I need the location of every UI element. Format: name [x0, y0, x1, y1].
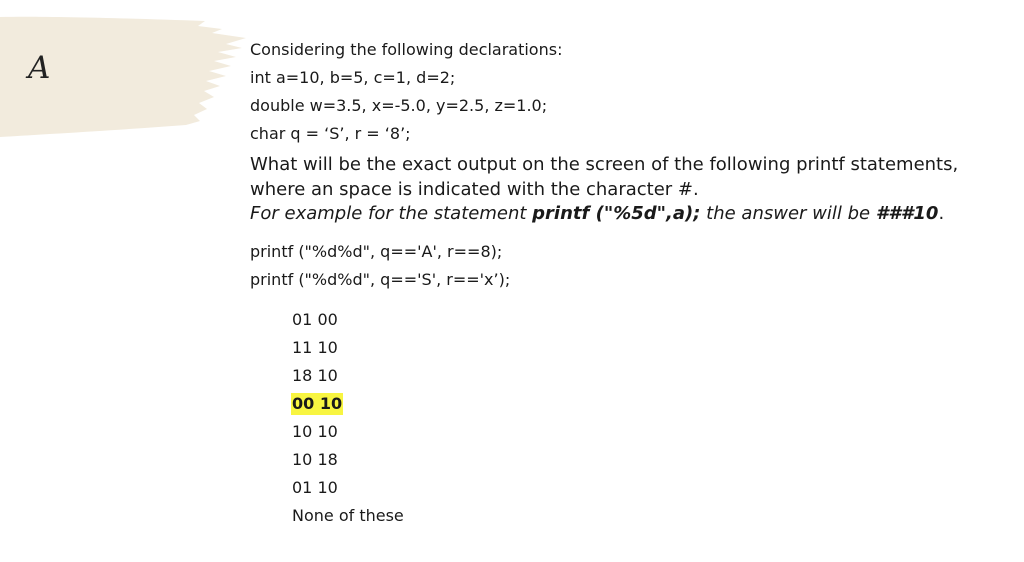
answer-option-4[interactable]: 00 10	[292, 393, 343, 413]
example-answer: ###10	[875, 203, 939, 224]
question-example: For example for the statement printf ("%5d",a); the answer will be ###10.	[250, 203, 945, 224]
example-code: printf ("%5d",a);	[532, 203, 701, 224]
declaration-int: int a=10, b=5, c=1, d=2;	[250, 68, 456, 87]
answer-option-5[interactable]: 10 10	[292, 421, 338, 441]
printf-statement-2: printf ("%d%d", q=='S', r=='x’);	[250, 269, 511, 289]
answer-option-7[interactable]: 01 10	[292, 477, 338, 497]
answer-option-8[interactable]: None of these	[292, 505, 404, 525]
printf-statements	[250, 242, 990, 298]
answer-option-6[interactable]: 10 18	[292, 449, 338, 469]
question-text	[250, 153, 970, 227]
declaration-double: double w=3.5, x=-5.0, y=2.5, z=1.0;	[250, 96, 548, 115]
declaration-char: char q = ‘S’, r = ‘8’;	[250, 124, 411, 143]
answer-option-3[interactable]: 18 10	[292, 365, 338, 385]
question-content	[250, 40, 990, 534]
question-prompt: What will be the exact output on the screen of the following printf statements, where an space is indicated with the character #.	[250, 154, 959, 200]
declarations-intro: Considering the following declarations:	[250, 40, 563, 59]
slide-letter-badge: A	[28, 50, 51, 86]
answer-option-1[interactable]: 01 00	[292, 309, 338, 329]
answer-option-2[interactable]: 11 10	[292, 337, 338, 357]
printf-statement-1: printf ("%d%d", q=='A', r==8);	[250, 241, 503, 261]
answer-options	[291, 310, 990, 534]
